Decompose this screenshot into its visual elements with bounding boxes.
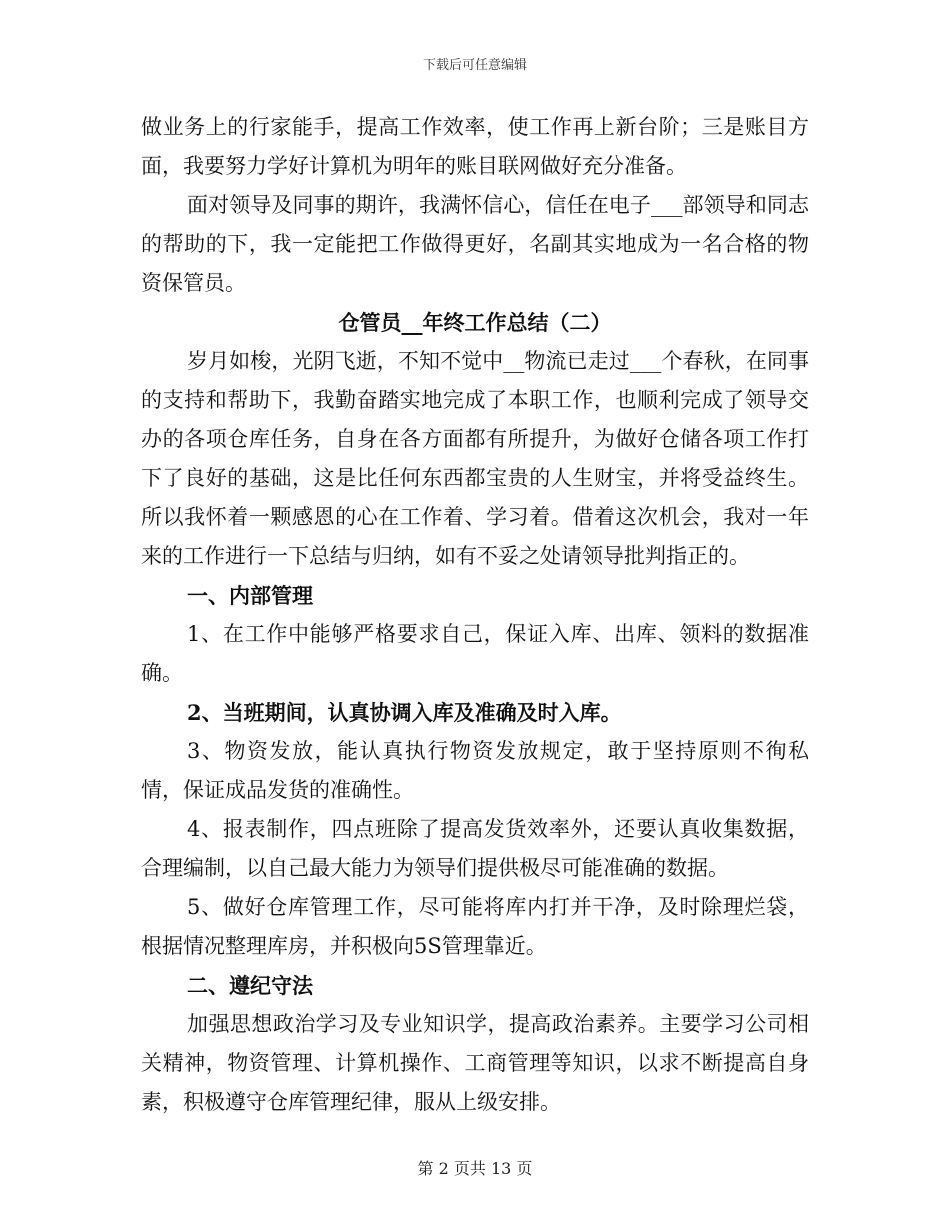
list-item-2: 2、当班期间，认真协调入库及准确及时入库。 [187, 700, 622, 725]
paragraph-confidence: 面对领导及同事的期许，我满怀信心，信任在电子___部领导和同志的帮助的下，我一定能把工作做得更好，名副其实地成为一名合格的物资保管员。 [141, 193, 809, 295]
page-header: 下载后可任意编辑 [422, 58, 527, 73]
page-footer: 第 2 页共 13 页 [417, 1159, 533, 1178]
paragraph-intro: 岁月如梭，光阴飞逝，不知不觉中__物流已走过___个春秋，在同事的支持和帮助下，我勤奋踏实地完成了本职工作，也顺利完成了领导交办的各项仓库任务，自身在各方面都有所提升，为做好仓储各项工作打下了良好的基础，这是比任何东西都宝贵的人生财宝，并将受益终生。所以我怀着一颗感恩的心在工作着、学习着。借着这次机会，我对一年来的工作进行一下总结与归纳，如有不妥之处请领导批判指正的。 [141, 349, 809, 568]
list-item-4: 4、报表制作，四点班除了提高发货效率外，还要认真收集数据，合理编制，以自己最大能力为领导们提供极尽可能准确的数据。 [141, 817, 809, 880]
list-item-5: 5、做好仓库管理工作，尽可能将库内打并干净，及时除理烂袋，根据情况整理库房，并积极向5S管理靠近。 [141, 895, 809, 958]
document-body [141, 108, 809, 1122]
paragraph-continued: 做业务上的行家能手，提高工作效率，使工作再上新台阶；三是账目方面，我要努力学好计算机为明年的账目联网做好充分准备。 [141, 115, 809, 178]
section-title: 仓管员__年终工作总结（二） [338, 310, 612, 335]
heading-internal-management: 一、内部管理 [187, 583, 313, 608]
heading-discipline: 二、遵纪守法 [187, 973, 313, 998]
list-item-1: 1、在工作中能够严格要求自己，保证入库、出库、领料的数据准确。 [141, 622, 809, 685]
list-item-3: 3、物资发放，能认真执行物资发放规定，敢于坚持原则不徇私情，保证成品发货的准确性。 [141, 739, 809, 802]
paragraph-discipline: 加强思想政治学习及专业知识学，提高政治素养。主要学习公司相关精神，物资管理、计算机操作、工商管理等知识，以求不断提高自身素，积极遵守仓库管理纪律，服从上级安排。 [141, 1012, 809, 1114]
